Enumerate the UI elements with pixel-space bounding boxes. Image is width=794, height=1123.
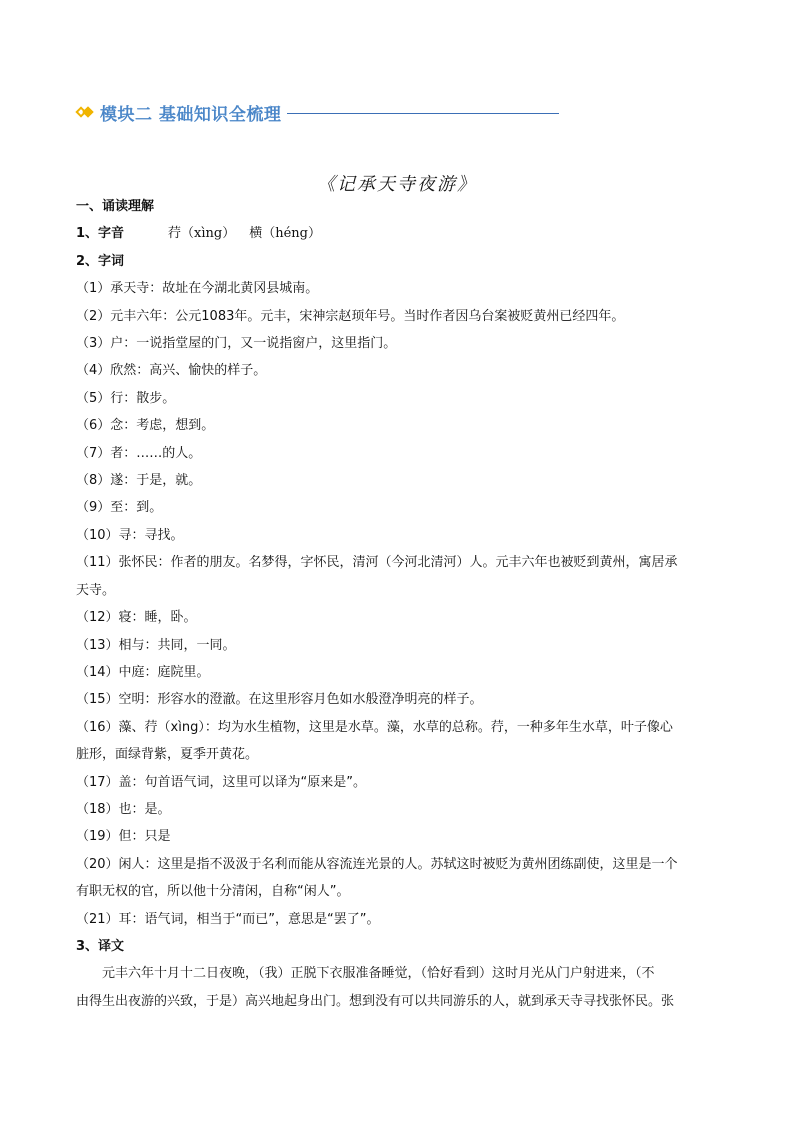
translation-line: 由得生出夜游的兴致，于是）高兴地起身出门。想到没有可以共同游乐的人，就到承天寺寻找张怀民。张	[76, 993, 675, 1009]
section-heading: 一、诵读理解	[76, 199, 155, 214]
subsection-heading: 3、译文	[76, 938, 125, 954]
word-list	[76, 275, 724, 933]
header-divider	[287, 113, 559, 114]
double-diamond-icon	[76, 105, 98, 121]
word-entry-line: 脏形，面绿背紫，夏季开黄花。	[76, 747, 259, 763]
translation-paragraph	[76, 960, 724, 1015]
pronunciation-label: 1、字音	[76, 226, 125, 242]
word-entry-line: （14）中庭：庭院里。	[76, 664, 210, 680]
word-entry-line: （12）寝：睡，卧。	[76, 610, 197, 626]
word-entry-line: （17）盖：句首语气词，这里可以译为“原来是”。	[76, 774, 367, 790]
word-entry-line: （18）也：是。	[76, 801, 171, 817]
word-entry-line: （13）相与：共同，一同。	[76, 637, 236, 653]
document-body	[76, 193, 724, 1015]
word-entry-line: （11）张怀民：作者的朋友。名梦得，字怀民，清河（今河北清河）人。元丰六年也被贬到黄州，寓居承	[76, 555, 678, 571]
word-entry-line: （9）至：到。	[76, 500, 163, 516]
pronunciation-item: 横（héng）	[249, 226, 321, 242]
word-entry-line: （15）空明：形容水的澄澈。在这里形容月色如水般澄净明亮的样子。	[76, 692, 483, 708]
word-entry-line: （20）闲人：这里是指不汲汲于名利而能从容流连光景的人。苏轼这时被贬为黄州团练副使，这里是一个	[76, 856, 678, 872]
word-entry-line: （21）耳：语气词，相当于“而已”，意思是“罢了”。	[76, 911, 380, 927]
word-entry-line: （2）元丰六年：公元1083年。元丰，宋神宗赵顼年号。当时作者因乌台案被贬黄州已经四年。	[76, 308, 625, 324]
word-entry-line: （7）者：……的人。	[76, 445, 202, 461]
pronunciation-item: 荇（xìng）	[168, 226, 236, 242]
word-entry-line: 天寺。	[76, 582, 116, 598]
document-title: 《记承天寺夜游》	[317, 174, 477, 195]
word-entry-line: （3）户：一说指堂屋的门，又一说指窗户，这里指门。	[76, 336, 397, 352]
word-entry-line: （4）欣然：高兴、愉快的样子。	[76, 363, 267, 379]
pronunciation-line	[76, 220, 724, 247]
word-entry-line: 有职无权的官，所以他十分清闲，自称“闲人”。	[76, 884, 350, 900]
word-entry-line: （10）寻：寻找。	[76, 527, 184, 543]
module-header	[76, 100, 559, 125]
word-entry-line: （19）但：只是	[76, 829, 171, 845]
word-entry-line: （1）承天寺：故址在今湖北黄冈县城南。	[76, 281, 319, 297]
word-entry-line: （6）念：考虑，想到。	[76, 418, 215, 434]
translation-line: 元丰六年十月十二日夜晚，（我）正脱下衣服准备睡觉，（恰好看到）这时月光从门户射进来，（不	[102, 966, 655, 982]
word-entry-line: （16）藻、荇（xìng）：均为水生植物，这里是水草。藻，水草的总称。荇，一种多年生水草，叶子像心	[76, 719, 673, 735]
word-entry-line: （8）遂：于是，就。	[76, 473, 202, 489]
word-entry-line: （5）行：散步。	[76, 390, 176, 406]
module-title: 模块二 基础知识全梳理	[100, 105, 282, 125]
subsection-heading: 2、字词	[76, 253, 125, 269]
